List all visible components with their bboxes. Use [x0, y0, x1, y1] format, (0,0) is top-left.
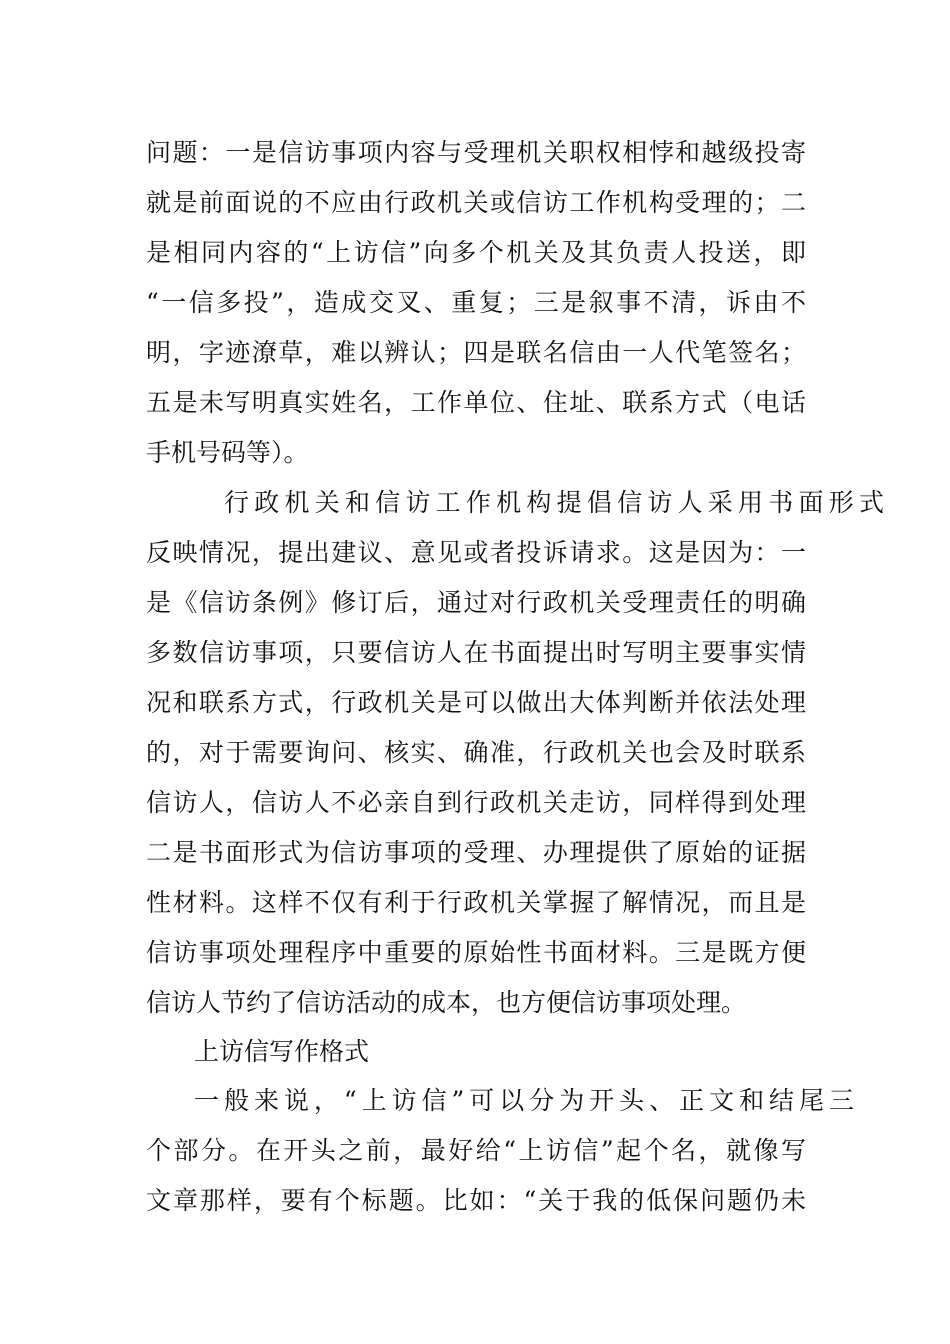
text-line: 一般来说，“上访信”可以分为开头、正文和结尾三	[194, 1086, 854, 1115]
text-line: 就是前面说的不应由行政机关或信访工作机构受理的；二	[146, 188, 806, 217]
text-line: 行政机关和信访工作机构提倡信访人采用书面形式	[224, 488, 884, 517]
text-line: 是《信访条例》修订后，通过对行政机关受理责任的明确	[146, 588, 806, 617]
text-line: 况和联系方式，行政机关是可以做出大体判断并依法处理	[146, 688, 806, 717]
text-line: 五是未写明真实姓名，工作单位、住址、联系方式（电话	[146, 388, 806, 417]
text-line: 信访事项处理程序中重要的原始性书面材料。三是既方便	[146, 938, 806, 967]
text-line: 个部分。在开头之前，最好给“上访信”起个名，就像写	[146, 1136, 806, 1165]
text-line: 是相同内容的“上访信”向多个机关及其负责人投送，即	[146, 238, 806, 267]
text-line: 的，对于需要询问、核实、确准，行政机关也会及时联系	[146, 738, 806, 767]
text-line: 明，字迹潦草，难以辨认；四是联名信由一人代笔签名；	[146, 338, 806, 367]
text-line: 多数信访事项，只要信访人在书面提出时写明主要事实情	[146, 638, 806, 667]
text-line: 手机号码等）。	[146, 438, 309, 467]
text-line: 问题：一是信访事项内容与受理机关职权相悖和越级投寄	[146, 138, 806, 167]
text-line: 性材料。这样不仅有利于行政机关掌握了解情况，而且是	[146, 888, 806, 917]
text-line: 信访人，信访人不必亲自到行政机关走访，同样得到处理	[146, 788, 806, 817]
text-line: 二是书面形式为信访事项的受理、办理提供了原始的证据	[146, 838, 806, 867]
text-line: 反映情况，提出建议、意见或者投诉请求。这是因为：一	[146, 538, 806, 567]
text-line: 信访人节约了信访活动的成本，也方便信访事项处理。	[146, 988, 747, 1017]
text-line: “一信多投”，造成交叉、重复；三是叙事不清，诉由不	[146, 288, 806, 317]
text-line: 文章那样，要有个标题。比如：“关于我的低保问题仍未	[146, 1186, 806, 1215]
section-heading: 上访信写作格式	[194, 1037, 370, 1066]
